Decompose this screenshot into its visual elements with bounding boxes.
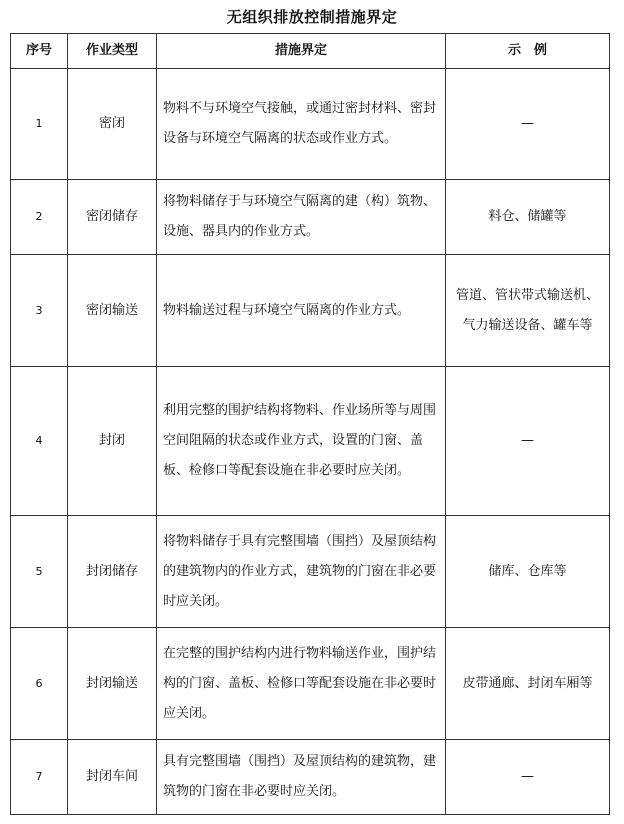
table-row xyxy=(11,367,610,516)
row-example: 管道、管状带式输送机、气力输送设备、罐车等 xyxy=(446,255,610,367)
row-definition: 利用完整的围护结构将物料、作业场所等与周围空间阻隔的状态或作业方式，设置的门窗、盖板、检修口等配套设施在非必要时应关闭。 xyxy=(157,367,446,516)
row-type: 封闭车间 xyxy=(68,740,157,815)
row-no: 4 xyxy=(11,367,68,516)
row-no: 1 xyxy=(11,69,68,180)
table-row xyxy=(11,516,610,628)
row-type: 封闭输送 xyxy=(68,628,157,740)
row-no: 3 xyxy=(11,255,68,367)
table-row xyxy=(11,255,610,367)
table-row xyxy=(11,628,610,740)
row-type: 密闭输送 xyxy=(68,255,157,367)
header-definition: 措施界定 xyxy=(157,34,446,69)
row-no: 5 xyxy=(11,516,68,628)
row-definition: 在完整的围护结构内进行物料输送作业，围护结构的门窗、盖板、检修口等配套设施在非必要时应关闭。 xyxy=(157,628,446,740)
row-no: 2 xyxy=(11,180,68,255)
row-no: 7 xyxy=(11,740,68,815)
row-definition: 将物料储存于具有完整围墙（围挡）及屋顶结构的建筑物内的作业方式，建筑物的门窗在非必要时应关闭。 xyxy=(157,516,446,628)
header-example: 示 例 xyxy=(446,34,610,69)
row-type: 封闭储存 xyxy=(68,516,157,628)
row-definition: 将物料储存于与环境空气隔离的建（构）筑物、设施、器具内的作业方式。 xyxy=(157,180,446,255)
table-row xyxy=(11,69,610,180)
row-example: — xyxy=(446,740,610,815)
row-definition: 具有完整围墙（围挡）及屋顶结构的建筑物，建筑物的门窗在非必要时应关闭。 xyxy=(157,740,446,815)
row-example: — xyxy=(446,367,610,516)
header-no: 序号 xyxy=(11,34,68,69)
row-example: 料仓、储罐等 xyxy=(446,180,610,255)
row-example: 储库、仓库等 xyxy=(446,516,610,628)
row-type: 密闭储存 xyxy=(68,180,157,255)
row-no: 6 xyxy=(11,628,68,740)
row-definition: 物料输送过程与环境空气隔离的作业方式。 xyxy=(157,255,446,367)
row-type: 封闭 xyxy=(68,367,157,516)
table-row xyxy=(11,180,610,255)
header-type: 作业类型 xyxy=(68,34,157,69)
table-header-row xyxy=(11,34,610,69)
row-definition: 物料不与环境空气接触，或通过密封材料、密封设备与环境空气隔离的状态或作业方式。 xyxy=(157,69,446,180)
page-title: 无组织排放控制措施界定 xyxy=(226,8,398,26)
row-type: 密闭 xyxy=(68,69,157,180)
table-row xyxy=(11,740,610,815)
row-example: — xyxy=(446,69,610,180)
row-example: 皮带通廊、封闭车厢等 xyxy=(446,628,610,740)
control-measures-table xyxy=(10,33,610,815)
